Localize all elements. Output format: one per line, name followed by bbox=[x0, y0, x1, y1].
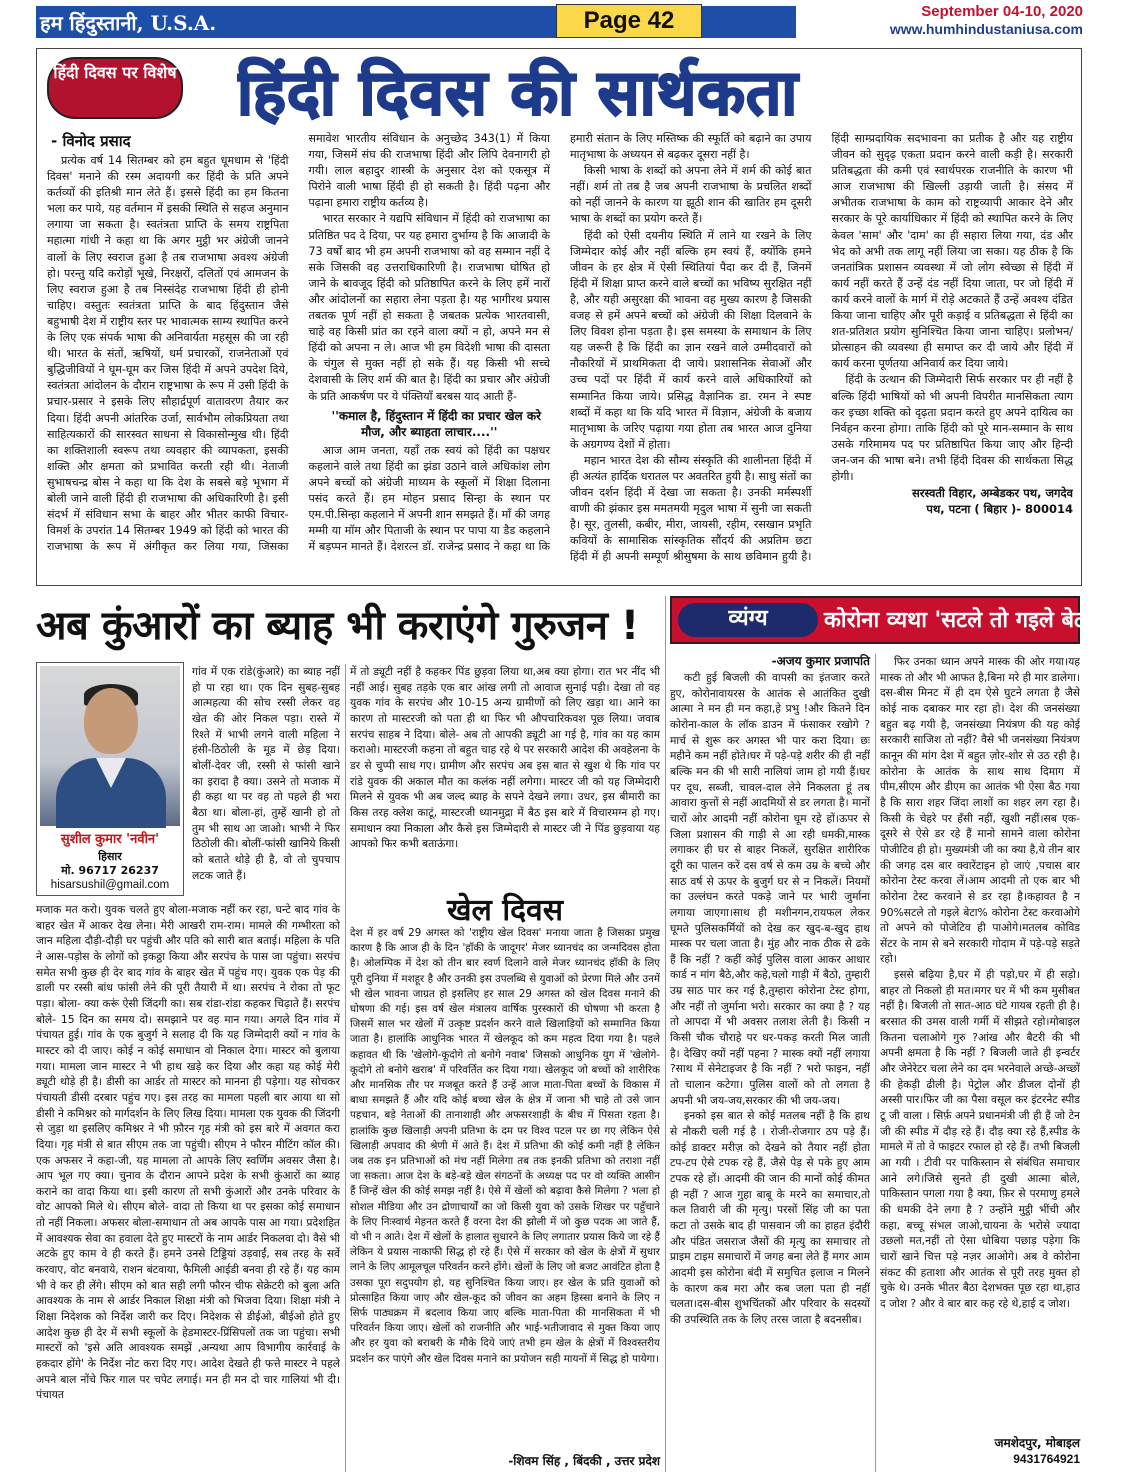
author-address: पथ, पटना ( बिहार )- 800014 bbox=[926, 502, 1073, 517]
paragraph: भारत सरकार ने यद्यपि संविधान में हिंदी को राजभाषा का प्रतिष्ठित पद दे दिया, पर यह हमारा दुर्भाग्य है कि आजादी के 73 वर्षों बाद भी हम अपनी राजभाषा को वह सम्मान नहीं दे सके जिसकी वह उत्तराधिकारिणी है। राजभाषा घोषित हो जाने के बावजूद हिंदी को प्रतिष्ठापित करने के लिए हमें नारों और आंदोलनों का सहारा लेना पड़ता है। यह भागीरथ प्रयास तबतक पूर्ण नहीं हो सकता है जबतक प्रत्येक भारतवासी, चाहे वह किसी प्रांत का रहने वाला क्यों न हो, अपने मन से हिंदी को अपना न ले। आज भी हम विदेशी भाषा की दासता के चंगुल से मुक्त नहीं हो सके हैं। यह किसी भी सच्चे देशवासी के लिए शर्म की बात है। हिंदी का प्रचार और अंग्रेजी के प्रति आकर्षण पर ये पंक्तियाँ बरबस याद आती हैं- bbox=[308, 212, 550, 403]
author-address: सरस्वती विहार, अम्बेडकर पथ, जगदेव bbox=[912, 486, 1073, 501]
satire-column-1 bbox=[670, 670, 870, 1460]
article-title: खेल दिवस bbox=[447, 893, 563, 928]
author-city: हिसार bbox=[98, 850, 122, 863]
article-title: अब कुंआरों का ब्याह भी कराएंगे गुरुजन ! bbox=[36, 603, 639, 649]
pull-quote: ''कमाल है, हिंदुस्तान में हिंदी का प्रचार खेल करे मौज, और ब्याहता लाचार....'' bbox=[331, 408, 541, 439]
article-author: -अजय कुमार प्रजापति bbox=[771, 654, 870, 668]
column-divider bbox=[665, 596, 666, 1472]
author-place: जमशेदपुर, मोबाइल bbox=[994, 1436, 1080, 1450]
article-title: हिंदी दिवस की सार्थकता bbox=[237, 56, 799, 125]
paragraph: किसी भाषा के शब्दों को अपना लेने में शर्म की कोई बात नहीं। शर्म तो तब है जब अपनी राजभाषा के प्रचलित शब्दों को नहीं जानने के कारण या झूठी शान की खातिर हम दूसरी भाषा के शब्दों का प्रयोग करते हैं। bbox=[570, 164, 812, 226]
article-hindi-diwas bbox=[36, 48, 1082, 586]
paragraph: इससे बढ़िया है,घर में ही पड़ो,घर में ही सड़ो।बाहर तो निकलो ही मत।मगर घर में भी कम मुसीबत नहीं है। बिजली तो सात-आठ घंटे गायब रहती ही है। बरसात की उमस वाली गर्मी में सीझते रहो।मोबाइल कितना चलाओगे गुरु ?आंख और बैटरी की भी अपनी क्षमता है कि नहीं ? बिजली जाते ही इन्वर्टर और जेनेरेटर चला लेने का दम भरनेवाले अच्छे-अच्छों की हेकड़ी ढीली है। पेट्रोल और डीजल दोनों ही अस्सी पार।फिर जी का पैसा वसूल कर इंटरनेट स्पीड टू जी वाला । सिर्फ़ अपने प्रधानमंत्री जी ही हैं जो टेन जी की स्पीड में दौड़ रहे हैं। दौड़ क्या रहे हैं,स्पीड के मामले में तो वे फाइटर रफाल हो रहे हैं। तभी बिजली आ गयी । टीवी पर पाकिस्तान से संबंधित समाचार आने लगे।जिसे सुनते ही दुखी आत्मा बोले, पाकिस्तान पगला गया है क्या, फ़िर से परमाणु हमले की धमकी देने लगा है ? उन्होंने मुट्ठी भींची और कहा, बच्चू संभल जाओ,चायना के भरोसे ज्यादा उछलो मत,नहीं तो ऐसा धोबिया पछाड़ पड़ेगा कि चारों खाने चित्त पड़े नज़र आओगे। अब वे कोरोना संकट की हताशा और आतंक से पूरी तरह मुक्त हो चुके थे। उनके भीतर बैठा देशभक्त पूछ रहा था,हाउ द जोश ? और वे बार बार कह रहे थे,हाई द जोश। bbox=[880, 968, 1080, 1310]
paragraph: कटी हुई बिजली की वापसी का इंतजार करते हुए, कोरोनावायरस के आतंक से आतंकित दुखी आत्मा ने मन ही मन कहा,हे प्रभु !और कितने दिन कोरोना-काल के लॉक डाउन में फंसाकर रखोगे ?मार्च से शुरू कर अगस्त भी पार करा दिया। छः महीने कम नहीं होते।घर में पड़े-पड़े शरीर की ही नहीं बल्कि मन की भी सारी नालियां जाम हो गयी हैं।घर पर दूध, सब्जी, चावल-दाल लेने निकलता हूं तब आवारा कुत्तों से नहीं आदमियों से डर लगता है। मानों चारों ओर आदमी नहीं कोरोना घूम रहे हों।ऊपर से जिला प्रशासन की गाड़ी से आ रही धमकी,मास्क लगाकर ही घर से बाहर निकलें, सुरक्षित शारीरिक दूरी का पालन करें दस वर्ष से कम उम्र के बच्चे और साठ वर्ष से ऊपर के बुजुर्ग घर से न निकलें। नियमों का उल्लंघन करते पकड़े जाने पर भारी जुर्माना लगाया जाएगा।साथ ही मशीनगन,रायफल लेकर घूमते पुलिसकर्मियों को देख कर खुद-ब-खुद हाथ मास्क पर चला जाता है। मुंह और नाक ठीक से ढके हैं कि नहीं ? कहीं कोई पुलिस वाला आकर आधार कार्ड न मांग बैठे,और कहे,चलो गाड़ी में बैठो, तुम्हारी उम्र साठ पार कर गई है,तुम्हारा कोरोना टेस्ट होगा, और नहीं तो जुर्माना भरो। सरकार का क्या है ? यह तो आपदा में भी अवसर तलाश लेती है। किसी न किसी चौक चौराहे पर धर-पकड़ करती मिल जाती है। देखिए क्यों नहीं पहना ? मास्क क्यों नहीं लगाया ?साथ में सेनेटाइजर है कि नहीं ? भरो फाइन, नहीं तो चालान कटेगा। पुलिस वालों को तो लगता है अपनी भी जय-जय,सरकार की भी जय-जय। bbox=[670, 671, 870, 1107]
satire-column-2 bbox=[880, 654, 1080, 1432]
article-body-continued: मजाक मत करो। युवक चलते हुए बोला-मजाक नहीं कर रहा, घन्टे बाद गांव के बाहर खेत में आकर देख लेना। मेरी आखरी राम-राम। मामले की गम्भीरता को जान महिला दौड़ी-दौड़ी घर पहुंची और पति को सारी बात बताई। महिला के पति ने आस-पड़ोस के लोगों को इकठ्ठा किया और सरपंच के पास जा पहुंचा। सरपंच समेत सभी कुछ ही देर बाद गांव के बाहर खेत में पहुंच गए। युवक एक पेड़ की डाली पर रस्सी बांध फांसी लेने की पूरी तैयारी में था। सरपंच ने रोका तो फूट पड़ा। बोला- क्या करूं ऐसी जिंदगी का। सब रांडा-रांडा कहकर चिढ़ाते हैं। सरपंच बोले- 15 दिन का समय दो। समझाने पर वह मान गया। अगले दिन गांव में पंचायत हुई। गांव के एक बुजुर्ग ने सलाह दी कि यह जिम्मेदारी क्यों न गांव के मास्टर को दी जाए। कोई न कोई समाधान वो निकाल देगा। मास्टर को बुलाया गया। मामला जान मास्टर ने भी हाथ खड़े कर दिया और कहा यह कोई मेरी ड्यूटी थोड़े ही है। डीसी का आर्डर तो मास्टर को मानना ही पड़ेगा। यह सोचकर पंचायती डीसी दरबार पहुंच गए। इस तरह का मामला पहली बार आया था सो डीसी ने कमिश्नर को मार्गदर्शन के लिए लिख दिया। मामला एक युवक की जिंदगी से जुड़ा था इसलिए कमिश्नर ने भी फ़ौरन गृह मंत्री को इस बारे में अवगत करा दिया। गृह मंत्री से बात सीएम तक जा पहुंची। सीएम ने फौरन मीटिंग कॉल की। एक अफसर ने कहा-जी, यह मामला तो आपके लिए स्वर्णिम अवसर जैसा है। आप भूल गए क्या। चुनाव के दौरान आपने प्रदेश के सभी कुंआरों का ब्याह कराने का वादा किया था। इसी कारण तो सभी कुंआरों और उनके परिवार के वोट आपको मिले थे। सीएम बोले- वादा तो किया था पर इसका कोई समाधान तो नहीं निकला। अफसर बोला-समाधान तो अब आपके पास आ गया। प्रदेशहित में आवश्यक सेवा का हवाला देते हुए मास्टरों के नाम आर्डर निकलवा दो। वैसे भी अटके हुए काम वे ही करते हैं। हमने उनसे टिड्डियां उड़वाईं, सब तरह के सर्वे करवाए, वोट बनवाये, राशन बंटवाया, फैमिली आईडी बनवा ही रहे हैं। यह काम भी वे कर ही लेंगे। सीएम को बात सही लगी फौरन चीफ सेक्रेटरी को बुला अति आवश्यक के नाम से आर्डर निकाल शिक्षा मंत्री को भिजवा दिया। शिक्षा मंत्री ने शिक्षा निदेशक को निर्देश जारी कर दिए। निदेशक से डीईओ, बीईओ होते हुए आदेश कुछ ही देर में सभी स्कूलों के हेडमास्टर-प्रिंसिपलों तक जा पहुंचा। सभी मास्टरों को 'इसे अति आवश्यक समझें ,अन्यथा आप विभागीय कार्रवाई के हकदार होंगे' के निर्देश नोट करा दिए गए। आदेश देखते ही फत्ते मास्टर ने पहले अपने बाल नोंचे फिर गाल पर चपेट लगाई। मन ही मन दो चार गालियां भी दी। पंचायत bbox=[36, 903, 340, 1402]
photo-face bbox=[84, 688, 138, 754]
article-body-column: में तो ड्यूटी नहीं है कहकर पिंड छुड़वा लिया था,अब क्या होगा। रात भर नींद भी नहीं आई। सुबह तड़के एक बार आंख लगी तो आवाज सुनाई पड़ी। देखा तो वह युवक गांव के सरपंच और 10-15 अन्य ग्रामीणों को लिए खड़ा था। आने का कारण तो मास्टरजी को पता ही था फिर भी औपचारिकवश पूछ लिया। जवाब सरपंच साहब ने दिया। बोले- अब तो आपकी ड्यूटी आ गई है, गांव का यह काम कराओ। मास्टरजी कहना तो बहुत चाह रहे थे पर सरकारी आदेश की अवहेलना के डर से चुप्पी साध गए। ग्रामीण और सरपंच अब इस बात से खुश थे कि गांव पर रांडे युवक की अकाल मौत का कलंक नहीं लगेगा। मास्टर जी को यह जिम्मेदारी मिलने से युवक भी अब जल्द ब्याह के सपने देखने लगा। उधर, इस बीमारी का किस तरह क्लेश काटूं, मास्टरजी ध्यानमुद्रा में बैठ इस बारे में विचारमग्न हो गए। समाधान क्या निकाला और कैसे इस जिम्मेदारी से मास्टर जी ने पिंड छुड़वाया यह आपको फिर कभी बताऊंगा। bbox=[350, 665, 660, 851]
article-body: देश में हर वर्ष 29 अगस्त को 'राष्ट्रीय खेल दिवस' मनाया जाता है जिसका प्रमुख कारण है कि आज ही के दिन 'हॉकी के जादूगर' मेजर ध्यानचंद का जन्मदिवस होता है। ओलम्पिक में देश को तीन बार स्वर्ण दिलाने वाले मेजर ध्यानचंद हॉकी के लिए पूरी दुनिया में मशहूर है और उनकी इस उपलब्धि से युवाओं को प्रेरणा मिले और उनमें भी खेल भावना जाग्रत हो इसलिए हर साल 29 अगस्त को खेल दिवस मनाने की घोषणा की गई। इस वर्ष खेल मंत्रालय वार्षिक पुरस्कारों की घोषणा भी करता है जिसमें साल भर खेलों में उत्कृष्ट प्रदर्शन करने वाले खिलाड़ियों को सम्मानित किया जाता है। हालांकि आधुनिक भारत में खेलकूद को कम महत्व दिया गया है। पहले कहावत थी कि 'खेलोगे-कूदोगे तो बनोगे नवाब' जिसको आधुनिक युग में 'खेलोगे-कूदोगे तो बनोगे खराब' में परिवर्तित कर दिया गया। खेलकूद जो बच्चों को शारीरिक और मानसिक तौर पर मजबूत करते हैं उन्हें आज माता-पिता बच्चों के विकास में बाधा समझते हैं और यदि कोई बच्चा खेल के क्षेत्र में जाना भी चाहे तो उसे जान पहचान, बड़े नेताओं की तानाशाही और अफसरशाही के बीच में पिसता रहता है। हालांकि कुछ खिलाड़ी अपनी प्रतिभा के दम पर विश्व पटल पर छा गए लेकिन ऐसे खिलाड़ी अपवाद की श्रेणी में आते हैं। देश में प्रतिभा की कोई कमी नहीं है लेकिन जब तक इन प्रतिभाओं को मंच नहीं मिलेगा तब तक इनकी प्रतिभा को तराशा नहीं जा सकता। आज देश के बड़े-बड़े खेल संगठनों के अध्यक्ष पद पर वो व्यक्ति आसीन हैं जिन्हें खेल की कोई समझ नहीं है। ऐसे में खेलों को बढ़ावा कैसे मिलेगा ? भला हो सोशल मीडिया और उन द्रोणाचार्यों का जो किसी युवा को उसके शिखर पर पहुँचाने के लिए निःस्वार्थ मेहनत करते हैं वरना देश की झोली में जो कुछ पदक आ जाते हैं, वो भी न आते। देश में खेलों के हालात सुधारने के लिए लगातार प्रयास किये जा रहे हैं लेकिन ये प्रयास नाकाफी सिद्ध हो रहे हैं। ऐसे में सरकार को खेल के क्षेत्रों में सुधार लाने के लिए आमूलचूल परिवर्तन करने होंगे। खेलों के लिए जो बजट आवंटित होता है उसका पूरा सदुपयोग हो, यह सुनिश्चित किया जाए। हर खेल के प्रति युवाओं को प्रोत्साहित किया जाए और खेल-कूद को जीवन का अहम हिस्सा बनाने के लिए न सिर्फ पाठ्यक्रम में बदलाव किया जाए बल्कि माता-पिता की मानसिकता में भी परिवर्तन किया जाए। खेलों को राजनीति और भाई-भतीजावाद से मुक्त किया जाए और हर युवा को बराबरी के मौके दिये जाएं तभी हम खेल के क्षेत्रों में विश्वस्तरीय प्रदर्शन कर पाएंगे और खेल दिवस मनाने का प्रयोजन सही मायनों में सिद्ध हो पायेगा। bbox=[350, 927, 660, 1365]
article-body-side: गांव में एक रांडे(कुंआरे) का ब्याह नहीं हो पा रहा था। एक दिन सुबह-सुबह आत्महत्या की सोच रस्सी लेकर वह खेत की ओर निकल पड़ा। रास्ते में रिश्ते में भाभी लगने वाली महिला ने हंसी-ठिठोली के मूड में छेड़ दिया। बोलीं-देवर जी, रस्सी से फांसी खाने का इरादा है क्या। उसने तो मजाक में ही कहा था पर वह तो पहले ही भरा बैठा था। बोला-हां, तुम्हें खानी हो तो तुम भी साथ आ जाओ। भाभी ने फिर ठिठोली की। बोलीं-फांसी खानिये किसी को बताते थोड़े ही है, वो तो चुपचाप लटक जाते हैं। bbox=[192, 665, 340, 882]
article-author: - विनोद प्रसाद bbox=[51, 132, 131, 150]
author-email[interactable]: hisarsushil@gmail.com bbox=[50, 879, 170, 891]
masthead bbox=[0, 0, 1135, 44]
satire-header bbox=[670, 596, 1098, 644]
author-mobile: मो. 96717 26237 bbox=[61, 864, 159, 877]
author-phone: 9431764921 bbox=[1013, 1452, 1080, 1466]
paragraph: हिंदी को ऐसी दयनीय स्थिति में लाने या रखने के लिए जिम्मेदार कोई और नहीं बल्कि हम स्वयं हैं, क्योंकि हमने जीवन के हर क्षेत्र में ऐसी स्थितियां पैदा कर दी हैं, जिनमें हिंदी में शिक्षा प्राप्त करने वाले बच्चों का भविष्य सुरक्षित नहीं है, और यही असुरक्षा की भावना वह मुख्य कारण है जिसकी वजह से हमें अपने बच्चों को अंग्रेजी की शिक्षा दिलवाने के लिए विवश होना पड़ता है। इस समस्या के समाधान के लिए यह जरूरी है कि हिंदी का ज्ञान रखने वाले उम्मीदवारों को नौकरियों में प्राथमिकता दी जाये। प्रशासनिक सेवाओं और उच्च पदों पर हिंदी में कार्य करने वाले अधिकारियों को सम्मानित किया जाये। प्रसिद्ध वैज्ञानिक डा. रमन ने स्पष्ट शब्दों में कहा था कि यदि भारत में विज्ञान, अंग्रेजी के बजाय मातृभाषा के जरिए पढ़ाया गया होता तब भारत आज दुनिया के अग्रगण्य देशों में होता। bbox=[570, 228, 812, 451]
column-divider bbox=[345, 664, 346, 1472]
special-badge: हिंदी दिवस पर विशेष bbox=[47, 57, 183, 119]
article-body bbox=[47, 131, 1073, 571]
page-number: Page 42 bbox=[556, 4, 702, 38]
paragraph: प्रत्येक वर्ष 14 सितम्बर को हम बहुत धूमधाम से 'हिंदी दिवस' मनाने की रस्म अदायगी कर हिंदी के प्रति अपने कर्तव्यों की इतिश्री मान लेते हैं। इससे हिंदी का हम कितना भला कर पाये, यह वर्तमान में इसकी स्थिति से सहज अनुमान लगाया जा सकता है। स्वतंत्रता प्राप्ति के समय राष्ट्रपिता महात्मा गांधी ने कहा था कि अगर मुट्ठी भर अंग्रेजी जानने वालों के लिए स्वराज हुआ है तब राजभाषा अवश्य अंग्रेजी हो। परन्तु यदि करोड़ों भूखे, निरक्षरों, दलितों एवं आमजन के लिए स्वराज हुआ है तब निस्संदेह राजभाषा हिंदी ही होनी चाहिए। वस्तुतः स्वतंत्रता प्राप्ति के बाद हिंदुस्तान जैसे बहुभाषी देश में राष्ट्रीय स्तर पर भावात्मक साम्य स्थापित करने के लिए एक संपर्क भाषा की अनिवार्यता महसूस की जा रही थी। भारत के संतों, ऋषियों, धर्म प्रचारकों, राजनेताओं एवं बुद्धिजीवियों ने घूम-घूम कर जिस हिंदी में अपने उपदेश दिये, स्वतंत्रता आंदोलन के दौरान राष्ट्रभाषा के रूप में उसी हिंदी के प्रचार-प्रसार ने इसके लिए सौहार्द्रपूर्ण वातावरण तैयार कर दिया। हिंदी अपनी आंतरिक उर्जा, सार्वभौम लोकप्रियता तथा साहित्यकारों की सारस्वत साधना से विकासोन्मुख थी। हिंदी का शक्तिशाली स्वरूप तथा व्यवहार की व्यापकता, इसकी शक्ति और क्षमता को प्रभावित करती रही थी। नेताजी सुभाषचन्द्र बोस ने कहा था कि देश के सबसे बड़े भूभाग में बोली जाने वाली हिंदी ही राजभाषा की अधिकारिणी है। इसी संदर्भ में संविधान सभा के बाहर और भीतर काफी विचार-विमर्श के उपरांत 14 सितम्बर 1949 को हिंदी को भारत की राजभाषा के रूप में अंगीकृत कर लिया गया, जिसका समावेश भारतीय संविधान के अनुच्छेद 343(1) में किया गया, जिसमें संघ की राजभाषा हिंदी और लिपि देवनागरी हो गयी। लाल बहादुर शास्त्री के अनुसार देश को एकसूत्र में पिरोने वाली भाषा हिंदी ही हो सकती है। हिंदी पढ़ना और पढ़ाना हमारा राष्ट्रीय कर्तव्य है। bbox=[47, 132, 550, 554]
article-signoff: -शिवम सिंह , बिंदकी , उत्तर प्रदेश bbox=[508, 1454, 660, 1468]
paragraph: हिंदी के उत्थान की जिम्मेदारी सिर्फ सरकार पर ही नहीं है बल्कि हिंदी भाषियों को भी अपनी विपरीत मानसिकता त्याग कर इच्छा शक्ति को दृढ़ता प्रदान करते हुए अपने दायित्व का निर्वहन करना होगा। ताकि हिंदी को पूरे मान-सम्मान के साथ उसके गरिमामय पद पर प्रतिष्ठापित किया जाए और हिन्दी जन-जन की भाषा बने। तभी हिंदी दिवस की सार्थकता सिद्ध होगी। bbox=[831, 373, 1073, 483]
column-divider bbox=[875, 654, 876, 1472]
author-photo bbox=[40, 666, 180, 826]
paragraph: आज आम जनता, यहाँ तक स्वयं को हिंदी का पक्षधर कहलाने वाले तथा हिंदी का झंडा उठाने वाले अधिकांश लोग अपने बच्चों को अंग्रेजी माध्यम के स्कूलों में शिक्षा दिलाना पसंद करते हैं। हम मोहन प्रसाद सिन्हा के स्थान पर एम.पी.सिन्हा कहलाने में अपनी शान समझते हैं। माँ की जगह मम्मी या मॉम और पिताजी के स्थान पर पापा या डैड कहलाने में बड़प्पन मानते हैं। देशरत्न डॉ. राजेन्द्र प्रसाद ने कहा था कि हमारी संतान के लिए मस्तिष्क की स्फूर्ति को बढ़ाने का उपाय मातृभाषा के अध्ययन से बढ़कर दूसरा नहीं है। bbox=[308, 132, 812, 554]
newspaper-name: हम हिंदुस्तानी, U.S.A. bbox=[40, 11, 217, 35]
website-link[interactable]: www.humhindustaniusa.com bbox=[889, 21, 1083, 37]
issue-date: September 04-10, 2020 bbox=[921, 3, 1083, 20]
author-name: सुशील कुमार 'नवीन' bbox=[60, 832, 160, 847]
paragraph: इनको इस बात से कोई मतलब नहीं है कि हाथ से नौकरी चली गई है । रोजी-रोजगार ठप पड़े हैं। कोई डाक्टर मरीज़ को देखने को तैयार नहीं होता टप-टप ऐसे टपक रहे हैं, जैसे पेड़ से पके हुए आम टपक रहे हों। आदमी की जान की मानों कोई कीमत ही नहीं ? आज गुहा बाबू के मरने का समाचार,तो कल तिवारी जी की मृत्यु। परसों सिंह जी का पता कटा तो उसके बाद ही पासवान जी का हाहत इंदौरी और पंडित जसराज जैसों की मृत्यु का समाचार तो प्राइम टाइम समाचारों में जगह बना लेते हैं मगर आम आदमी इस कोरोना बंदी में समुचित इलाज न मिलने के कारण कब मरा और कब जला पता ही नहीं चलता।दस-बीस शुभचिंतकों और परिवार के सदस्यों की उपस्थिति तक के लिए तरस जाता है बदनसीब। bbox=[670, 1109, 870, 1326]
satire-label: व्यंग्य bbox=[678, 603, 818, 637]
paragraph: फिर उनका ध्यान अपने मास्क की ओर गया।यह मास्क तो और भी आफत है,बिना मरे ही मार डालेगा।दस-बीस मिनट में ही दम ऐसे घुटने लगता है जैसे कोई नाक दबाकर मार रहा हो। देश की जनसंख्या बहुत बढ़ गयी है, जनसंख्या नियंत्रण की यह कोई सरकारी साजिश तो नहीं? वैसे भी जनसंख्या नियंत्रण कानून की मांग देश में बहुत ज़ोर-शोर से उठ रही है।कोरोना के आतंक के साथ साथ दिमाग में पीम,सीएम और डीएम का आतंक भी ऐसा बैठ गया है कि सारा शहर जिंदा लाशों का शहर लग रहा है। किसी के चेहरे पर हँसी नहीं, खुशी नहीं।सब एक-दूसरे से ऐसे डर रहे हैं मानो सामने वाला कोरोना पोजीटिव ही हो। मुख्यमंत्री जी का क्या है,ये तीन बार की जगह दस बार क्वारेंटाइन हो जाएं ,पचास बार कोरोना टेस्ट करवा लें।आम आदमी तो एक बार भी कोरोना टेस्ट करवाने से डर रहा है।कहावत है न 90%सटले तो गइले बेटा% कोरोना टेस्ट करवाओगे तो अपने को पोजेटिव ही पाओगे।मतलब कोविड सेंटर के नाम से बने सरकारी गोदाम में पड़े-पड़े सड़ते रहो। bbox=[880, 655, 1080, 966]
author-card bbox=[36, 662, 184, 896]
paragraph: महान भारत देश की सौम्य संस्कृति की शालीनता हिंदी में ही अत्यंत हार्दिक धरातल पर अवतरित हुयी है। साधु संतों का जीवन दर्शन हिंदी में देखा जा सकता है। उनकी मर्मस्पर्शी वाणी की झंकार इस ममतमयी मृदुल भाषा में सुनी जा सकती है। सूर, तुलसी, कबीर, मीरा, जायसी, रहीम, रसखान प्रभृति कवियों के सामासिक सांस्कृतिक सौंदर्य की अप्रतिम छटा हिंदी में ही अपनी सम्पूर्ण श्रीसुषमा के साथ छविमान हुयी है। हिंदी साम्प्रदायिक सदभावना का प्रतीक है और यह राष्ट्रीय जीवन को सुदृढ़ एकता प्रदान करने वाली कड़ी है। सरकारी प्रतिबद्धता की कमी एवं स्वार्थपरक राजनीति के कारण भी आज राजभाषा की खिल्ली उड़ायी जाती है। संसद में अभीतक राजभाषा के काम को राष्ट्रव्यापी आकार देने और सरकार के पूरे कार्याधिकार में हिंदी को स्थापित करने के लिए केवल 'साम' और 'दाम' का ही सहारा लिया गया, दंड और भेद को अभी तक लागू नहीं लिया जा सका। यह ठीक है कि जनतांत्रिक प्रशासन व्यवस्था में जो लोग स्वेच्छा से हिंदी में कार्य नहीं करते हैं उन्हें दंड नहीं दिया जाता, पर जो हिंदी में कार्य करने वालों के मार्ग में रोड़े अटकाते हैं उन्हें अवश्य दंडित किया जाना चाहिए और पूरी कड़ाई व प्रतिबद्धता से हिंदी का शत-प्रतिशत प्रयोग सुनिश्चित किया जाना चाहिए। प्रलोभन/प्रोत्साहन की व्यवस्था ही समाप्त कर दी जाये और हिंदी में कार्य करना पूर्णतया अनिवार्य कर दिया जाये। bbox=[570, 132, 1073, 564]
article-title: कोरोना व्यथा 'सटले तो गइले बेटा' bbox=[824, 608, 1098, 633]
author-spacer bbox=[47, 131, 289, 153]
